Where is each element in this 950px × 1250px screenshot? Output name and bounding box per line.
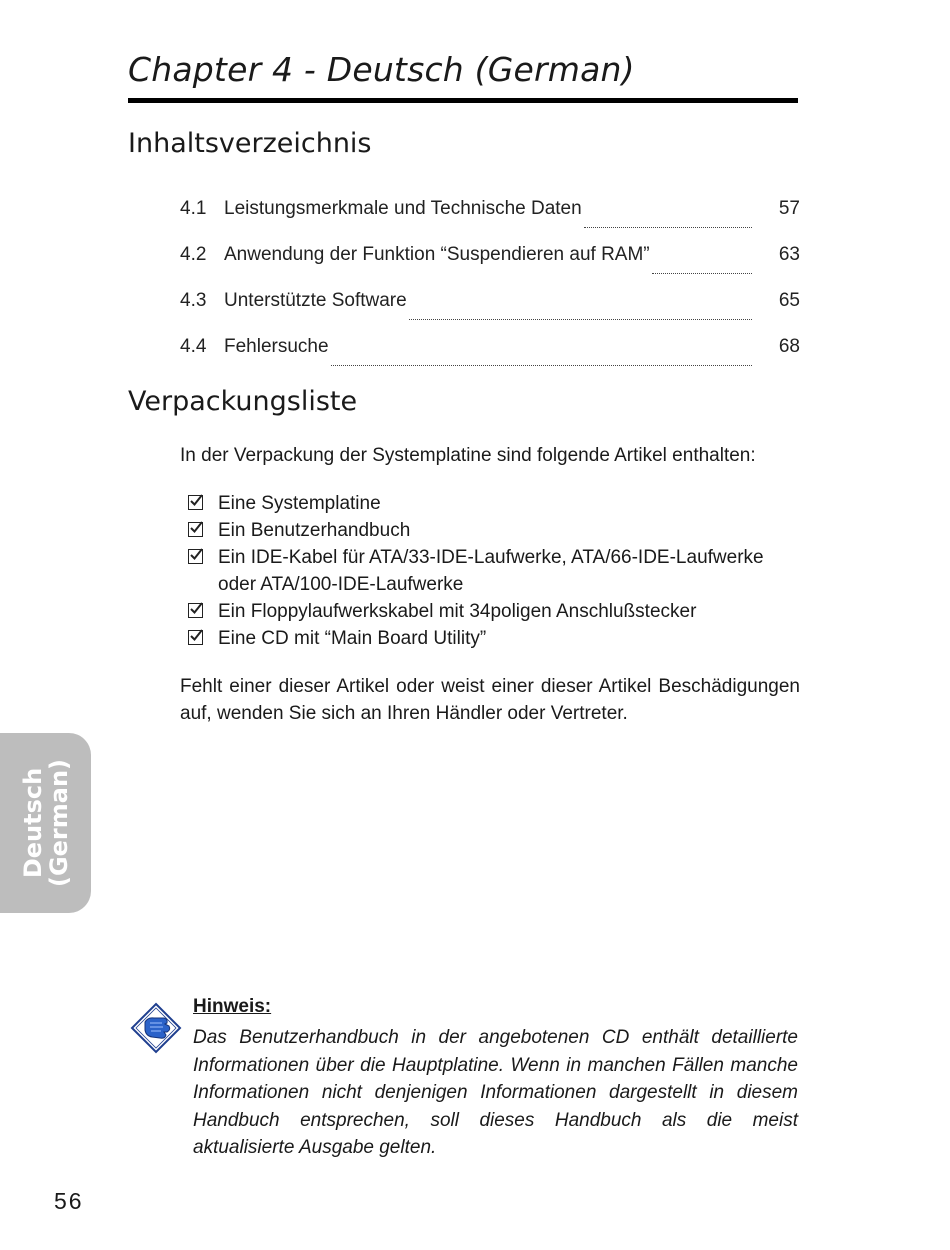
toc-entry[interactable] bbox=[180, 244, 800, 290]
toc-entry-title: Anwendung der Funktion “Suspendieren auf RAM” bbox=[224, 244, 650, 265]
toc-entry[interactable] bbox=[180, 198, 800, 244]
toc-entry-title: Leistungsmerkmale und Technische Daten bbox=[224, 198, 582, 219]
toc-leader-dots bbox=[331, 365, 752, 366]
list-item bbox=[188, 598, 800, 625]
list-item-text: Ein IDE-Kabel für ATA/33-IDE-Laufwerke, ATA/66-IDE-Laufwerke oder ATA/100-IDE-Laufwerke bbox=[218, 547, 764, 595]
chapter-rule bbox=[128, 98, 798, 103]
note-heading: Hinweis: bbox=[193, 996, 272, 1017]
list-item-text: Eine Systemplatine bbox=[218, 493, 381, 514]
checkbox-checked-icon bbox=[188, 549, 203, 564]
toc-entry-page: 65 bbox=[778, 290, 800, 311]
side-tab bbox=[0, 733, 91, 913]
toc-entry[interactable] bbox=[180, 290, 800, 336]
toc-entry-number: 4.1 bbox=[180, 198, 207, 219]
toc-entry-title: Unterstützte Software bbox=[224, 290, 407, 311]
toc-leader-dots bbox=[652, 273, 752, 274]
page-number: 56 bbox=[54, 1188, 84, 1214]
toc-leader-dots bbox=[584, 227, 752, 228]
note-hand-icon bbox=[130, 1002, 182, 1054]
checkbox-checked-icon bbox=[188, 630, 203, 645]
packing-paragraph: Fehlt einer dieser Artikel oder weist einer dieser Artikel Beschädigungen auf, wenden Sie sich an Ihren Händler oder Vertreter. bbox=[180, 676, 800, 724]
toc-leader-dots bbox=[409, 319, 752, 320]
note-body: Das Benutzerhandbuch in der angebotenen CD enthält detaillierte Informationen über die Hauptplatine. Wenn in manchen Fällen manche Informationen nicht denjenigen Informationen dargestellt in diesem Handbuch entsprechen, soll dieses Handbuch als die meist aktualisierte Ausgabe gelten. bbox=[193, 1027, 798, 1158]
packing-intro: In der Verpackung der Systemplatine sind folgende Artikel enthalten: bbox=[180, 445, 756, 466]
packing-heading: Verpackungsliste bbox=[128, 386, 358, 417]
side-tab-label bbox=[20, 759, 72, 887]
side-tab-line1: Deutsch bbox=[19, 767, 47, 879]
checkbox-checked-icon bbox=[188, 603, 203, 618]
list-item bbox=[188, 490, 800, 517]
packing-list bbox=[188, 490, 800, 652]
toc-entry-page: 68 bbox=[778, 336, 800, 357]
list-item-text: Ein Benutzerhandbuch bbox=[218, 520, 411, 541]
toc-entry-number: 4.3 bbox=[180, 290, 207, 311]
checkbox-checked-icon bbox=[188, 495, 203, 510]
toc-entry-page: 57 bbox=[778, 198, 800, 219]
chapter-title: Chapter 4 - Deutsch (German) bbox=[128, 50, 635, 89]
checkbox-checked-icon bbox=[188, 522, 203, 537]
toc-entry-page: 63 bbox=[778, 244, 800, 265]
toc-entry-title: Fehlersuche bbox=[224, 336, 329, 357]
toc-entry-number: 4.2 bbox=[180, 244, 207, 265]
list-item bbox=[188, 517, 800, 544]
table-of-contents bbox=[180, 198, 800, 382]
toc-entry-number: 4.4 bbox=[180, 336, 207, 357]
list-item bbox=[188, 625, 800, 652]
list-item-text: Ein Floppylaufwerkskabel mit 34poligen Anschlußstecker bbox=[218, 601, 697, 622]
list-item bbox=[188, 544, 800, 598]
side-tab-line2: (German) bbox=[45, 758, 73, 888]
toc-heading: Inhaltsverzeichnis bbox=[128, 128, 372, 159]
list-item-text: Eine CD mit “Main Board Utility” bbox=[218, 628, 487, 649]
toc-entry[interactable] bbox=[180, 336, 800, 382]
